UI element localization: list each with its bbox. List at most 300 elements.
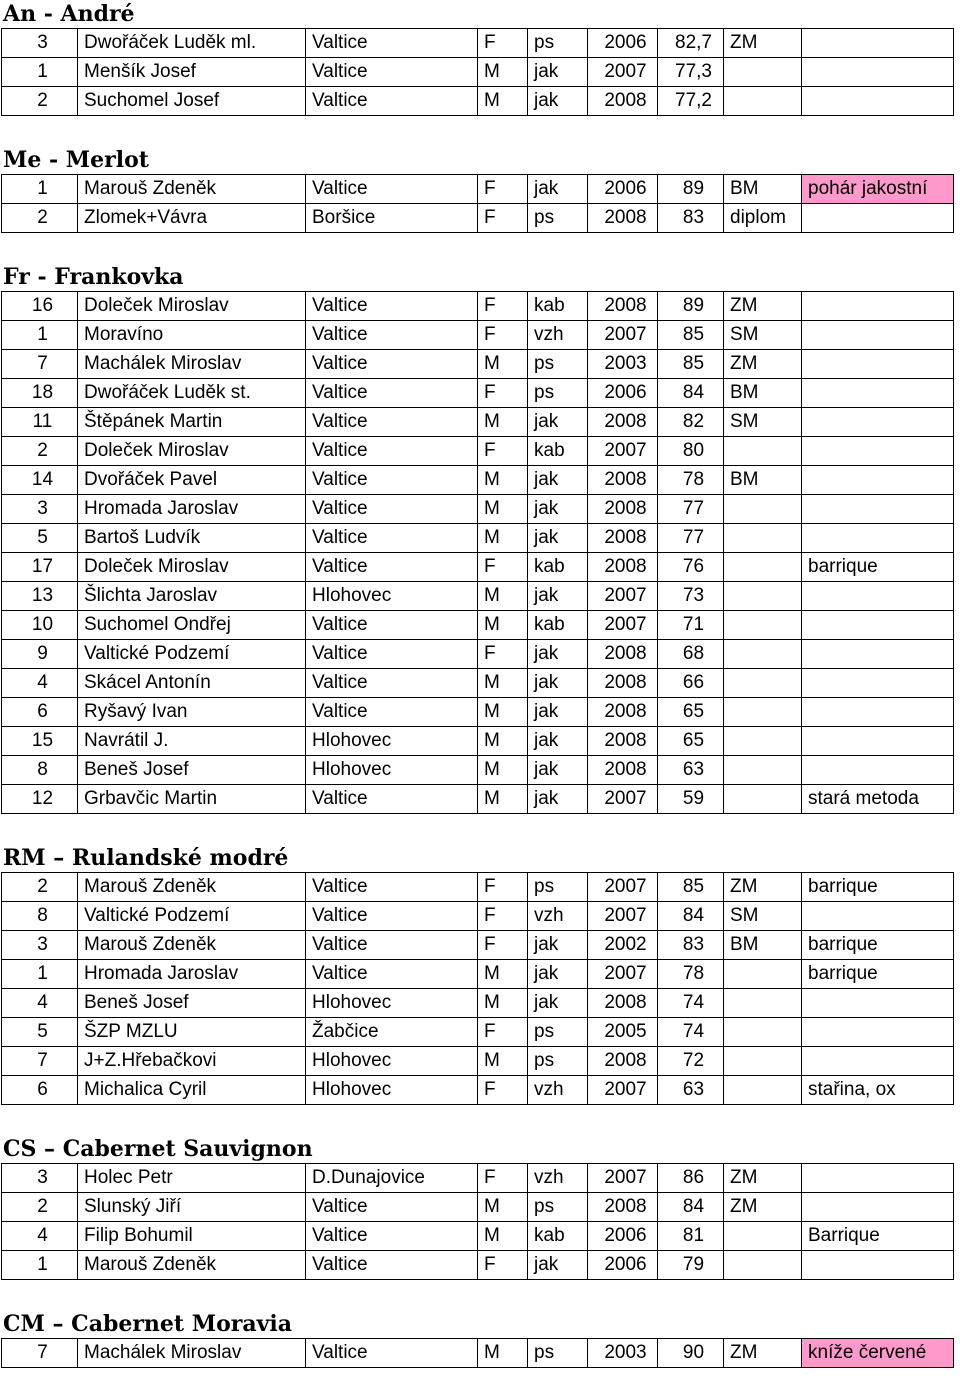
vintage-year: 2008 (588, 204, 658, 233)
bottle-type: ps (528, 379, 588, 408)
medal (724, 553, 802, 582)
bottle-type: jak (528, 931, 588, 960)
bottle-type: ps (528, 29, 588, 58)
note (802, 524, 954, 553)
producer-name: J+Z.Hřebačkovi (78, 1047, 306, 1076)
sex-cell: F (478, 1251, 528, 1280)
section-heading: Fr - Frankovka (3, 264, 184, 290)
entry-number: 18 (2, 379, 78, 408)
bottle-type: ps (528, 1047, 588, 1076)
vintage-year: 2008 (588, 553, 658, 582)
score: 63 (658, 756, 724, 785)
bottle-type: jak (528, 87, 588, 116)
wine-section (0, 0, 960, 116)
medal: BM (724, 466, 802, 495)
section-spacer (0, 116, 960, 146)
wine-section (0, 844, 960, 1105)
entry-number: 4 (2, 989, 78, 1018)
vintage-year: 2006 (588, 175, 658, 204)
producer-name: Menšík Josef (78, 58, 306, 87)
wine-section (0, 263, 960, 814)
vintage-year: 2007 (588, 960, 658, 989)
entry-number: 1 (2, 960, 78, 989)
bottle-type: jak (528, 727, 588, 756)
medal (724, 524, 802, 553)
sex-cell: M (478, 495, 528, 524)
medal (724, 58, 802, 87)
bottle-type: jak (528, 989, 588, 1018)
vintage-year: 2008 (588, 698, 658, 727)
village: Valtice (306, 669, 478, 698)
note (802, 292, 954, 321)
sex-cell: M (478, 1222, 528, 1251)
vintage-year: 2005 (588, 1018, 658, 1047)
table-row (2, 553, 954, 582)
village: Valtice (306, 640, 478, 669)
sex-cell: F (478, 1018, 528, 1047)
wine-section (0, 1310, 960, 1368)
results-table (1, 1338, 954, 1368)
note (802, 902, 954, 931)
village: Valtice (306, 495, 478, 524)
medal: ZM (724, 350, 802, 379)
entry-number: 2 (2, 204, 78, 233)
medal: ZM (724, 1339, 802, 1368)
score: 77,2 (658, 87, 724, 116)
bottle-type: jak (528, 58, 588, 87)
bottle-type: kab (528, 553, 588, 582)
bottle-type: jak (528, 640, 588, 669)
entry-number: 3 (2, 495, 78, 524)
section-heading: Me - Merlot (3, 147, 149, 173)
score: 84 (658, 902, 724, 931)
vintage-year: 2008 (588, 1047, 658, 1076)
entry-number: 17 (2, 553, 78, 582)
note (802, 1251, 954, 1280)
score: 85 (658, 350, 724, 379)
table-row (2, 1251, 954, 1280)
producer-name: Marouš Zdeněk (78, 1251, 306, 1280)
note: barrique (802, 873, 954, 902)
vintage-year: 2006 (588, 29, 658, 58)
note: kníže červené (802, 1339, 954, 1368)
medal: ZM (724, 1193, 802, 1222)
score: 81 (658, 1222, 724, 1251)
producer-name: Ryšavý Ivan (78, 698, 306, 727)
producer-name: Holec Petr (78, 1164, 306, 1193)
note (802, 29, 954, 58)
village: Valtice (306, 698, 478, 727)
table-row (2, 350, 954, 379)
sex-cell: M (478, 87, 528, 116)
table-row (2, 408, 954, 437)
sex-cell: M (478, 466, 528, 495)
score: 83 (658, 204, 724, 233)
village: Valtice (306, 292, 478, 321)
note (802, 1047, 954, 1076)
medal (724, 87, 802, 116)
table-row (2, 495, 954, 524)
bottle-type: ps (528, 1339, 588, 1368)
score: 77,3 (658, 58, 724, 87)
vintage-year: 2008 (588, 495, 658, 524)
village: Valtice (306, 553, 478, 582)
medal (724, 1222, 802, 1251)
vintage-year: 2008 (588, 87, 658, 116)
vintage-year: 2008 (588, 1193, 658, 1222)
vintage-year: 2008 (588, 524, 658, 553)
bottle-type: jak (528, 524, 588, 553)
score: 83 (658, 931, 724, 960)
medal (724, 669, 802, 698)
sex-cell: M (478, 1047, 528, 1076)
sex-cell: M (478, 408, 528, 437)
village: Valtice (306, 350, 478, 379)
village: Valtice (306, 437, 478, 466)
medal (724, 785, 802, 814)
note (802, 1018, 954, 1047)
note (802, 989, 954, 1018)
village: Valtice (306, 785, 478, 814)
note (802, 379, 954, 408)
sex-cell: M (478, 669, 528, 698)
village: D.Dunajovice (306, 1164, 478, 1193)
note (802, 350, 954, 379)
village: Valtice (306, 29, 478, 58)
note (802, 87, 954, 116)
score: 74 (658, 1018, 724, 1047)
entry-number: 5 (2, 524, 78, 553)
village: Hlohovec (306, 727, 478, 756)
score: 65 (658, 727, 724, 756)
sex-cell: F (478, 379, 528, 408)
sex-cell: F (478, 931, 528, 960)
bottle-type: jak (528, 669, 588, 698)
vintage-year: 2007 (588, 1076, 658, 1105)
note (802, 1164, 954, 1193)
bottle-type: jak (528, 495, 588, 524)
bottle-type: kab (528, 611, 588, 640)
medal: SM (724, 408, 802, 437)
bottle-type: kab (528, 1222, 588, 1251)
producer-name: ŠZP MZLU (78, 1018, 306, 1047)
vintage-year: 2007 (588, 873, 658, 902)
entry-number: 1 (2, 1251, 78, 1280)
village: Valtice (306, 931, 478, 960)
village: Valtice (306, 873, 478, 902)
producer-name: Dvořáček Pavel (78, 466, 306, 495)
entry-number: 6 (2, 1076, 78, 1105)
village: Valtice (306, 466, 478, 495)
sex-cell: M (478, 989, 528, 1018)
table-row (2, 204, 954, 233)
wine-section (0, 146, 960, 233)
score: 80 (658, 437, 724, 466)
section-heading: CM – Cabernet Moravia (3, 1311, 292, 1337)
entry-number: 2 (2, 1193, 78, 1222)
vintage-year: 2006 (588, 1222, 658, 1251)
table-row (2, 1047, 954, 1076)
village: Valtice (306, 524, 478, 553)
table-row (2, 379, 954, 408)
village: Boršice (306, 204, 478, 233)
village: Valtice (306, 87, 478, 116)
sex-cell: M (478, 1339, 528, 1368)
producer-name: Zlomek+Vávra (78, 204, 306, 233)
sex-cell: F (478, 175, 528, 204)
sex-cell: F (478, 204, 528, 233)
entry-number: 12 (2, 785, 78, 814)
entry-number: 4 (2, 1222, 78, 1251)
entry-number: 13 (2, 582, 78, 611)
vintage-year: 2007 (588, 1164, 658, 1193)
wine-section (0, 1135, 960, 1280)
score: 82 (658, 408, 724, 437)
table-row (2, 58, 954, 87)
entry-number: 1 (2, 175, 78, 204)
entry-number: 2 (2, 873, 78, 902)
sex-cell: F (478, 1164, 528, 1193)
vintage-year: 2008 (588, 640, 658, 669)
bottle-type: jak (528, 175, 588, 204)
village: Valtice (306, 379, 478, 408)
table-row (2, 1193, 954, 1222)
bottle-type: ps (528, 204, 588, 233)
village: Valtice (306, 321, 478, 350)
medal: ZM (724, 29, 802, 58)
medal (724, 1251, 802, 1280)
producer-name: Beneš Josef (78, 756, 306, 785)
bottle-type: jak (528, 408, 588, 437)
note: pohár jakostní (802, 175, 954, 204)
table-row (2, 582, 954, 611)
sex-cell: M (478, 611, 528, 640)
sex-cell: M (478, 698, 528, 727)
sex-cell: F (478, 437, 528, 466)
bottle-type: jak (528, 756, 588, 785)
score: 90 (658, 1339, 724, 1368)
table-row (2, 87, 954, 116)
producer-name: Machálek Miroslav (78, 1339, 306, 1368)
village: Hlohovec (306, 582, 478, 611)
medal (724, 698, 802, 727)
village: Valtice (306, 960, 478, 989)
producer-name: Bartoš Ludvík (78, 524, 306, 553)
entry-number: 3 (2, 1164, 78, 1193)
bottle-type: ps (528, 873, 588, 902)
sex-cell: F (478, 292, 528, 321)
sex-cell: M (478, 58, 528, 87)
bottle-type: jak (528, 785, 588, 814)
note: barrique (802, 931, 954, 960)
note: stařina, ox (802, 1076, 954, 1105)
sex-cell: M (478, 785, 528, 814)
sex-cell: M (478, 756, 528, 785)
producer-name: Slunský Jiří (78, 1193, 306, 1222)
bottle-type: kab (528, 292, 588, 321)
table-row (2, 466, 954, 495)
table-row (2, 931, 954, 960)
sex-cell: M (478, 1193, 528, 1222)
score: 82,7 (658, 29, 724, 58)
medal: ZM (724, 1164, 802, 1193)
bottle-type: jak (528, 698, 588, 727)
producer-name: Beneš Josef (78, 989, 306, 1018)
medal: diplom (724, 204, 802, 233)
results-table (1, 291, 954, 814)
results-table (1, 1163, 954, 1280)
producer-name: Moravíno (78, 321, 306, 350)
note (802, 204, 954, 233)
results-table (1, 174, 954, 233)
vintage-year: 2007 (588, 321, 658, 350)
vintage-year: 2007 (588, 437, 658, 466)
note: barrique (802, 960, 954, 989)
vintage-year: 2008 (588, 756, 658, 785)
vintage-year: 2007 (588, 582, 658, 611)
medal: BM (724, 175, 802, 204)
sex-cell: F (478, 553, 528, 582)
vintage-year: 2007 (588, 611, 658, 640)
table-row (2, 756, 954, 785)
score: 68 (658, 640, 724, 669)
village: Valtice (306, 611, 478, 640)
producer-name: Suchomel Josef (78, 87, 306, 116)
note (802, 611, 954, 640)
vintage-year: 2008 (588, 408, 658, 437)
vintage-year: 2002 (588, 931, 658, 960)
score: 66 (658, 669, 724, 698)
entry-number: 15 (2, 727, 78, 756)
table-row (2, 321, 954, 350)
entry-number: 2 (2, 87, 78, 116)
entry-number: 2 (2, 437, 78, 466)
section-heading: RM – Rulandské modré (3, 845, 289, 871)
entry-number: 3 (2, 931, 78, 960)
sex-cell: M (478, 727, 528, 756)
results-table (1, 28, 954, 116)
village: Valtice (306, 1339, 478, 1368)
sex-cell: M (478, 960, 528, 989)
entry-number: 9 (2, 640, 78, 669)
note (802, 58, 954, 87)
vintage-year: 2008 (588, 989, 658, 1018)
table-row (2, 1339, 954, 1368)
table-row (2, 873, 954, 902)
village: Valtice (306, 1222, 478, 1251)
note: stará metoda (802, 785, 954, 814)
vintage-year: 2006 (588, 1251, 658, 1280)
medal (724, 640, 802, 669)
entry-number: 11 (2, 408, 78, 437)
table-row (2, 960, 954, 989)
table-row (2, 785, 954, 814)
table-row (2, 902, 954, 931)
village: Valtice (306, 1251, 478, 1280)
medal: ZM (724, 292, 802, 321)
score: 78 (658, 466, 724, 495)
village: Valtice (306, 902, 478, 931)
medal (724, 960, 802, 989)
vintage-year: 2007 (588, 785, 658, 814)
section-spacer (0, 1280, 960, 1310)
producer-name: Marouš Zdeněk (78, 873, 306, 902)
producer-name: Šlichta Jaroslav (78, 582, 306, 611)
village: Valtice (306, 175, 478, 204)
section-spacer (0, 1105, 960, 1135)
sex-cell: M (478, 582, 528, 611)
village: Hlohovec (306, 756, 478, 785)
village: Hlohovec (306, 1076, 478, 1105)
medal (724, 495, 802, 524)
table-row (2, 1076, 954, 1105)
entry-number: 14 (2, 466, 78, 495)
producer-name: Doleček Miroslav (78, 437, 306, 466)
bottle-type: vzh (528, 1164, 588, 1193)
medal (724, 727, 802, 756)
vintage-year: 2008 (588, 466, 658, 495)
score: 71 (658, 611, 724, 640)
bottle-type: jak (528, 1251, 588, 1280)
vintage-year: 2008 (588, 669, 658, 698)
note (802, 582, 954, 611)
medal: ZM (724, 873, 802, 902)
producer-name: Navrátil J. (78, 727, 306, 756)
producer-name: Dwořáček Luděk ml. (78, 29, 306, 58)
sex-cell: F (478, 1076, 528, 1105)
score: 65 (658, 698, 724, 727)
producer-name: Suchomel Ondřej (78, 611, 306, 640)
bottle-type: ps (528, 1018, 588, 1047)
producer-name: Hromada Jaroslav (78, 960, 306, 989)
medal (724, 1076, 802, 1105)
score: 89 (658, 292, 724, 321)
score: 84 (658, 379, 724, 408)
vintage-year: 2003 (588, 350, 658, 379)
table-row (2, 698, 954, 727)
producer-name: Štěpánek Martin (78, 408, 306, 437)
table-row (2, 989, 954, 1018)
entry-number: 8 (2, 902, 78, 931)
note (802, 495, 954, 524)
note (802, 640, 954, 669)
medal: BM (724, 931, 802, 960)
producer-name: Skácel Antonín (78, 669, 306, 698)
score: 77 (658, 495, 724, 524)
entry-number: 4 (2, 669, 78, 698)
medal: SM (724, 902, 802, 931)
producer-name: Michalica Cyril (78, 1076, 306, 1105)
village: Žabčice (306, 1018, 478, 1047)
entry-number: 7 (2, 350, 78, 379)
sex-cell: F (478, 873, 528, 902)
bottle-type: jak (528, 582, 588, 611)
village: Valtice (306, 408, 478, 437)
producer-name: Machálek Miroslav (78, 350, 306, 379)
entry-number: 1 (2, 58, 78, 87)
bottle-type: ps (528, 1193, 588, 1222)
score: 89 (658, 175, 724, 204)
bottle-type: kab (528, 437, 588, 466)
entry-number: 3 (2, 29, 78, 58)
score: 79 (658, 1251, 724, 1280)
producer-name: Valtické Podzemí (78, 640, 306, 669)
bottle-type: ps (528, 350, 588, 379)
producer-name: Valtické Podzemí (78, 902, 306, 931)
bottle-type: vzh (528, 1076, 588, 1105)
table-row (2, 1164, 954, 1193)
score: 85 (658, 873, 724, 902)
